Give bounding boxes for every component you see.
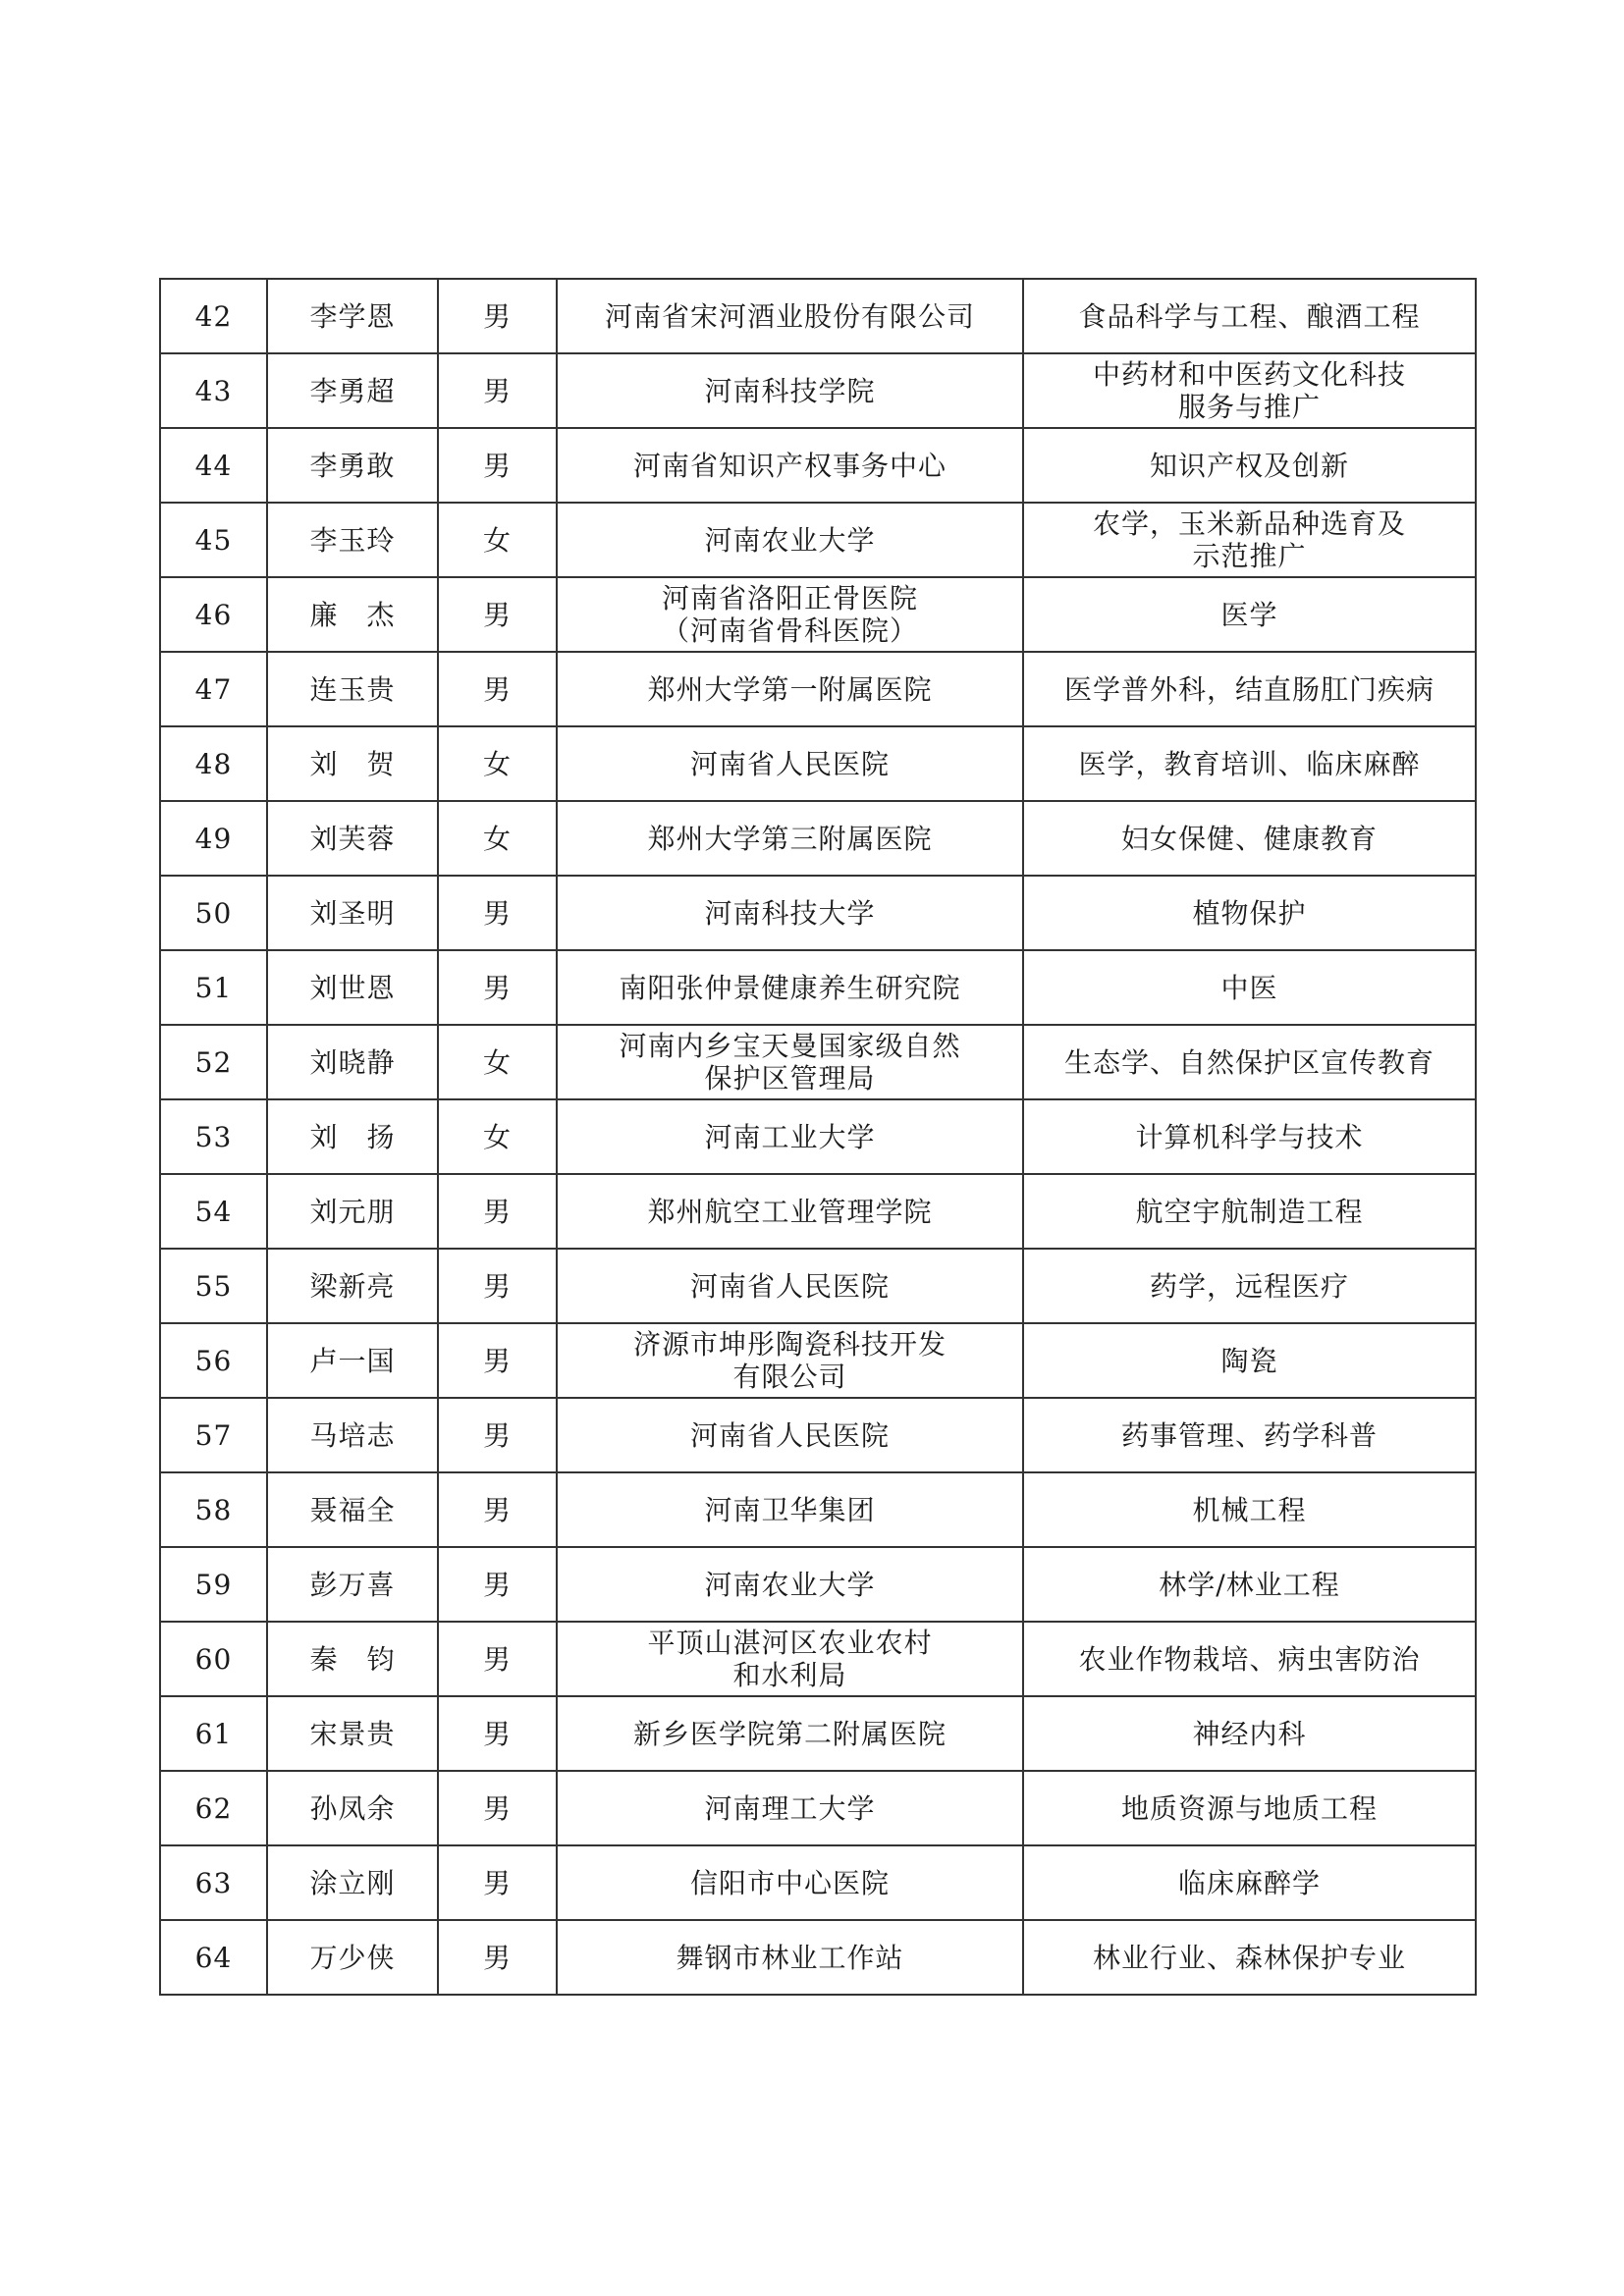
organization-line: 河南省人民医院 (689, 1418, 890, 1452)
table-row (160, 577, 1476, 652)
gender-cell: 男 (438, 428, 557, 503)
row-number: 42 (160, 279, 267, 353)
organization-cell (557, 279, 1023, 353)
organization-cell (557, 652, 1023, 726)
gender-cell: 男 (438, 1696, 557, 1771)
organization-cell (557, 1025, 1023, 1099)
field-line: 机械工程 (1192, 1493, 1307, 1526)
organization-line: 河南科技大学 (704, 896, 876, 930)
organization-cell (557, 876, 1023, 950)
table-row (160, 726, 1476, 801)
field-line: 农学，玉米新品种选育及 (1092, 507, 1406, 540)
field-line: 地质资源与地质工程 (1120, 1791, 1378, 1825)
expert-roster-table (159, 278, 1477, 1996)
field-line: 计算机科学与技术 (1135, 1120, 1364, 1153)
field-cell (1023, 353, 1476, 428)
row-number: 58 (160, 1472, 267, 1547)
field-line: 生态学、自然保护区宣传教育 (1063, 1045, 1435, 1079)
row-number: 62 (160, 1771, 267, 1845)
table-row (160, 1398, 1476, 1472)
field-cell (1023, 1472, 1476, 1547)
organization-line: 和水利局 (732, 1659, 847, 1691)
name-cell: 廉 杰 (267, 577, 438, 652)
row-number: 43 (160, 353, 267, 428)
organization-cell (557, 1099, 1023, 1174)
gender-cell: 女 (438, 726, 557, 801)
name-cell: 宋景贵 (267, 1696, 438, 1771)
field-line: 中医 (1220, 971, 1278, 1004)
organization-line: 河南省知识产权事务中心 (632, 449, 947, 482)
row-number: 54 (160, 1174, 267, 1249)
organization-line: 河南工业大学 (704, 1120, 876, 1153)
organization-cell (557, 1622, 1023, 1696)
name-cell: 彭万喜 (267, 1547, 438, 1622)
gender-cell: 男 (438, 1845, 557, 1920)
organization-line: 郑州航空工业管理学院 (647, 1195, 933, 1228)
row-number: 50 (160, 876, 267, 950)
organization-line: 河南卫华集团 (704, 1493, 876, 1526)
organization-cell (557, 428, 1023, 503)
name-cell: 秦 钧 (267, 1622, 438, 1696)
gender-cell: 男 (438, 353, 557, 428)
organization-line: 河南农业大学 (704, 1568, 876, 1601)
table-row (160, 1622, 1476, 1696)
organization-cell (557, 1472, 1023, 1547)
gender-cell: 男 (438, 279, 557, 353)
gender-cell: 男 (438, 652, 557, 726)
organization-line: 河南农业大学 (704, 523, 876, 557)
name-cell: 连玉贵 (267, 652, 438, 726)
organization-line: 河南省人民医院 (689, 747, 890, 780)
field-line: 妇女保健、健康教育 (1120, 822, 1378, 855)
gender-cell: 女 (438, 1025, 557, 1099)
name-cell: 李勇超 (267, 353, 438, 428)
organization-cell (557, 353, 1023, 428)
field-line: 植物保护 (1192, 896, 1307, 930)
field-cell (1023, 1622, 1476, 1696)
organization-line: 河南内乡宝天曼国家级自然 (619, 1030, 961, 1062)
name-cell: 梁新亮 (267, 1249, 438, 1323)
name-cell: 李玉玲 (267, 503, 438, 577)
organization-line: 河南省人民医院 (689, 1269, 890, 1303)
row-number: 60 (160, 1622, 267, 1696)
gender-cell: 男 (438, 1547, 557, 1622)
table-row (160, 1174, 1476, 1249)
field-cell (1023, 503, 1476, 577)
field-line: 农业作物栽培、病虫害防治 (1078, 1642, 1421, 1676)
organization-cell (557, 1249, 1023, 1323)
row-number: 52 (160, 1025, 267, 1099)
organization-line: 郑州大学第一附属医院 (647, 672, 933, 706)
organization-cell (557, 1771, 1023, 1845)
organization-cell (557, 1845, 1023, 1920)
row-number: 51 (160, 950, 267, 1025)
row-number: 55 (160, 1249, 267, 1323)
organization-cell (557, 503, 1023, 577)
organization-cell (557, 1920, 1023, 1995)
name-cell: 刘元朋 (267, 1174, 438, 1249)
table-row (160, 279, 1476, 353)
row-number: 59 (160, 1547, 267, 1622)
name-cell: 李学恩 (267, 279, 438, 353)
field-cell (1023, 1174, 1476, 1249)
field-cell (1023, 1920, 1476, 1995)
name-cell: 聂福全 (267, 1472, 438, 1547)
table-row (160, 1845, 1476, 1920)
field-line: 食品科学与工程、酿酒工程 (1078, 299, 1421, 333)
gender-cell: 女 (438, 1099, 557, 1174)
table-row (160, 1696, 1476, 1771)
organization-line: 郑州大学第三附属医院 (647, 822, 933, 855)
name-cell: 李勇敢 (267, 428, 438, 503)
gender-cell: 男 (438, 1174, 557, 1249)
organization-cell (557, 1696, 1023, 1771)
field-cell (1023, 1249, 1476, 1323)
row-number: 61 (160, 1696, 267, 1771)
row-number: 63 (160, 1845, 267, 1920)
field-line: 神经内科 (1192, 1717, 1307, 1750)
field-cell (1023, 1099, 1476, 1174)
row-number: 46 (160, 577, 267, 652)
row-number: 49 (160, 801, 267, 876)
field-cell (1023, 1323, 1476, 1398)
name-cell: 刘 贺 (267, 726, 438, 801)
field-line: 医学 (1220, 598, 1278, 631)
row-number: 45 (160, 503, 267, 577)
table-row (160, 1771, 1476, 1845)
row-number: 57 (160, 1398, 267, 1472)
name-cell: 刘世恩 (267, 950, 438, 1025)
organization-line: 有限公司 (732, 1361, 847, 1393)
gender-cell: 女 (438, 801, 557, 876)
field-cell (1023, 1398, 1476, 1472)
row-number: 47 (160, 652, 267, 726)
field-line: 知识产权及创新 (1149, 449, 1349, 482)
organization-line: 河南科技学院 (704, 374, 876, 407)
table-row (160, 353, 1476, 428)
field-cell (1023, 1696, 1476, 1771)
row-number: 48 (160, 726, 267, 801)
organization-line: 济源市坤彤陶瓷科技开发 (632, 1328, 947, 1361)
field-cell (1023, 577, 1476, 652)
organization-line: 河南理工大学 (704, 1791, 876, 1825)
field-line: 服务与推广 (1177, 391, 1321, 423)
gender-cell: 男 (438, 876, 557, 950)
organization-cell (557, 950, 1023, 1025)
table-row (160, 801, 1476, 876)
gender-cell: 男 (438, 1398, 557, 1472)
table-row (160, 503, 1476, 577)
field-line: 医学，教育培训、临床麻醉 (1078, 747, 1421, 780)
table-row (160, 1920, 1476, 1995)
field-cell (1023, 1025, 1476, 1099)
gender-cell: 男 (438, 1622, 557, 1696)
name-cell: 涂立刚 (267, 1845, 438, 1920)
roster-body (160, 279, 1476, 1995)
organization-line: 信阳市中心医院 (689, 1866, 890, 1899)
field-line: 陶瓷 (1220, 1344, 1278, 1377)
organization-line: 河南省宋河酒业股份有限公司 (604, 299, 975, 333)
gender-cell: 男 (438, 1920, 557, 1995)
name-cell: 刘芙蓉 (267, 801, 438, 876)
field-cell (1023, 1771, 1476, 1845)
name-cell: 刘晓静 (267, 1025, 438, 1099)
row-number: 53 (160, 1099, 267, 1174)
name-cell: 刘 扬 (267, 1099, 438, 1174)
field-cell (1023, 1845, 1476, 1920)
table-row (160, 1099, 1476, 1174)
table-row (160, 1547, 1476, 1622)
name-cell: 孙凤余 (267, 1771, 438, 1845)
field-line: 临床麻醉学 (1177, 1866, 1321, 1899)
organization-cell (557, 801, 1023, 876)
name-cell: 刘圣明 (267, 876, 438, 950)
table-row (160, 1323, 1476, 1398)
organization-cell (557, 1547, 1023, 1622)
row-number: 56 (160, 1323, 267, 1398)
table-row (160, 876, 1476, 950)
gender-cell: 女 (438, 503, 557, 577)
field-cell (1023, 279, 1476, 353)
name-cell: 万少侠 (267, 1920, 438, 1995)
name-cell: 马培志 (267, 1398, 438, 1472)
table-row (160, 428, 1476, 503)
organization-line: （河南省骨科医院） (661, 614, 918, 647)
row-number: 44 (160, 428, 267, 503)
gender-cell: 男 (438, 577, 557, 652)
field-line: 林学/林业工程 (1159, 1568, 1340, 1601)
field-line: 药事管理、药学科普 (1120, 1418, 1378, 1452)
table-row (160, 1249, 1476, 1323)
organization-line: 舞钢市林业工作站 (676, 1941, 904, 1974)
organization-cell (557, 577, 1023, 652)
gender-cell: 男 (438, 1771, 557, 1845)
field-line: 医学普外科，结直肠肛门疾病 (1063, 672, 1435, 706)
gender-cell: 男 (438, 1472, 557, 1547)
field-line: 示范推广 (1192, 540, 1307, 572)
table-row (160, 950, 1476, 1025)
field-line: 药学，远程医疗 (1149, 1269, 1349, 1303)
field-cell (1023, 876, 1476, 950)
field-cell (1023, 726, 1476, 801)
field-cell (1023, 428, 1476, 503)
field-line: 中药材和中医药文化科技 (1092, 358, 1406, 391)
organization-line: 新乡医学院第二附属医院 (632, 1717, 947, 1750)
organization-line: 平顶山湛河区农业农村 (647, 1627, 933, 1659)
field-cell (1023, 1547, 1476, 1622)
organization-line: 河南省洛阳正骨医院 (661, 582, 918, 614)
field-cell (1023, 950, 1476, 1025)
organization-cell (557, 1398, 1023, 1472)
field-cell (1023, 801, 1476, 876)
organization-line: 南阳张仲景健康养生研究院 (619, 971, 961, 1004)
table-row (160, 1472, 1476, 1547)
organization-cell (557, 1174, 1023, 1249)
table-row (160, 1025, 1476, 1099)
organization-cell (557, 726, 1023, 801)
gender-cell: 男 (438, 1323, 557, 1398)
gender-cell: 男 (438, 1249, 557, 1323)
organization-cell (557, 1323, 1023, 1398)
table-row (160, 652, 1476, 726)
name-cell: 卢一国 (267, 1323, 438, 1398)
field-line: 林业行业、森林保护专业 (1092, 1941, 1406, 1974)
field-line: 航空宇航制造工程 (1135, 1195, 1364, 1228)
organization-line: 保护区管理局 (704, 1062, 876, 1095)
row-number: 64 (160, 1920, 267, 1995)
field-cell (1023, 652, 1476, 726)
gender-cell: 男 (438, 950, 557, 1025)
